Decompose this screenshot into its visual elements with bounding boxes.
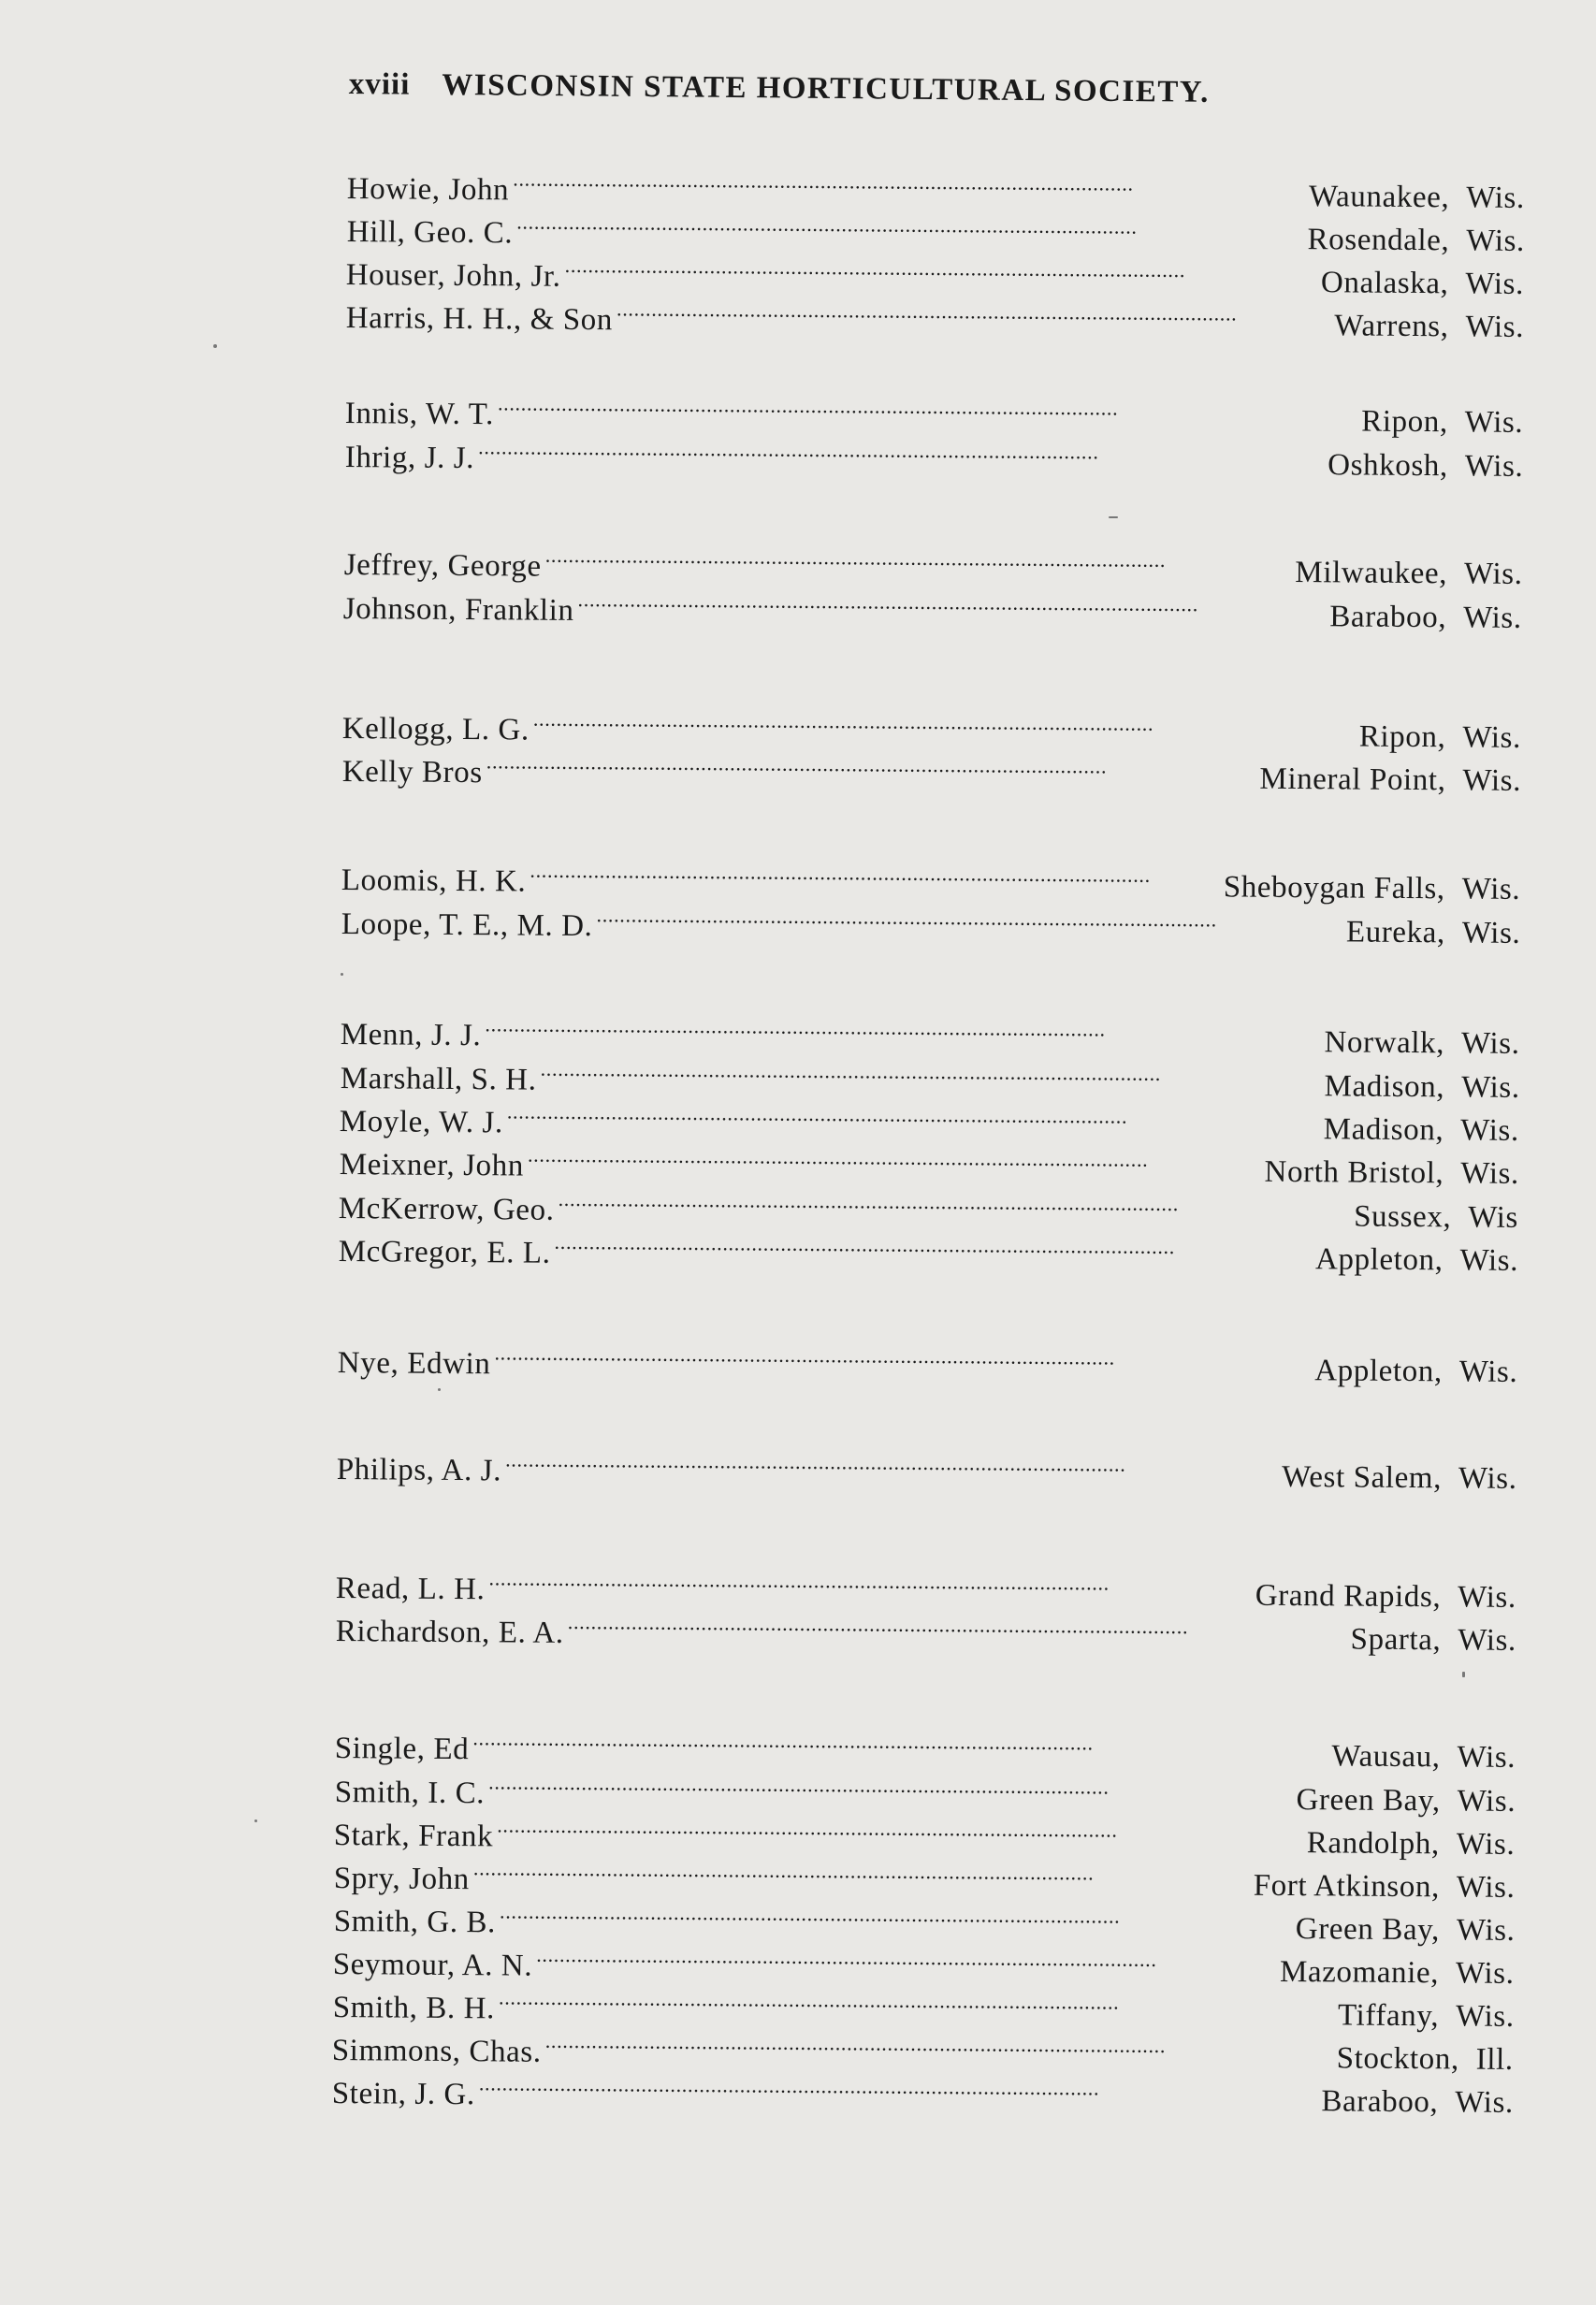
member-state: Wis. <box>1466 181 1525 215</box>
member-entry <box>344 435 1523 486</box>
member-state: Wis. <box>1458 1623 1516 1658</box>
member-name: Houser, John, Jr. <box>345 257 562 294</box>
member-name: Stein, J. G. <box>331 2076 476 2112</box>
print-speck <box>1109 516 1118 518</box>
dot-leader <box>499 1900 1291 1938</box>
member-entry <box>334 1770 1516 1820</box>
member-state: Wis. <box>1457 1784 1516 1819</box>
member-name: Simmons, Chas. <box>332 2033 543 2069</box>
member-town: Green Bay, <box>1295 1912 1440 1948</box>
print-speck <box>438 1388 441 1391</box>
member-name: Single, Ed <box>334 1731 470 1767</box>
member-state: Wis. <box>1463 601 1523 635</box>
dot-leader <box>495 1341 1312 1380</box>
member-name: Philips, A. J. <box>336 1452 502 1488</box>
dot-leader <box>533 708 1356 747</box>
dot-leader <box>489 1567 1253 1604</box>
dot-leader <box>473 1857 1250 1895</box>
member-state: Wis. <box>1465 224 1525 258</box>
member-town: Rosendale, <box>1307 223 1450 258</box>
member-state: Wis. <box>1459 1243 1519 1278</box>
member-town: Sussex, <box>1354 1199 1452 1235</box>
member-entry <box>335 1726 1516 1776</box>
member-town: Norwalk, <box>1324 1025 1445 1061</box>
member-entry <box>339 1186 1518 1237</box>
member-name: Seymour, A. N. <box>332 1947 533 1983</box>
member-state: Wis. <box>1457 1740 1516 1775</box>
print-speck <box>1462 1672 1465 1677</box>
member-town: Randolph, <box>1306 1826 1441 1862</box>
member-town: Ripon, <box>1361 404 1449 440</box>
member-town: Green Bay, <box>1296 1783 1441 1819</box>
member-state: Wis. <box>1461 916 1521 950</box>
member-state: Ill. <box>1476 2042 1515 2077</box>
dot-leader <box>505 1448 1279 1486</box>
member-name: Smith, B. H. <box>332 1990 495 2026</box>
dot-leader <box>568 1611 1347 1649</box>
member-state: Wis. <box>1456 1956 1515 1991</box>
member-town: Mazomanie, <box>1280 1954 1440 1991</box>
member-name: Johnson, Franklin <box>343 591 575 628</box>
print-speck <box>254 1819 257 1822</box>
member-town: Baraboo, <box>1321 2084 1439 2120</box>
member-name: Innis, W. T. <box>344 396 495 432</box>
member-town: Grand Rapids, <box>1255 1578 1442 1615</box>
member-town: Appleton, <box>1315 1242 1444 1278</box>
member-entry <box>336 1609 1516 1660</box>
dot-leader <box>530 860 1221 897</box>
dot-leader <box>499 1986 1334 2024</box>
page-title: WISCONSIN STATE HORTICULTURAL SOCIETY. <box>442 67 1211 109</box>
member-state: Wis. <box>1460 1113 1520 1148</box>
member-town: Oshkosh, <box>1327 448 1448 484</box>
dot-leader <box>545 2030 1333 2068</box>
member-entry <box>341 1012 1520 1063</box>
member-entry <box>334 1856 1516 1906</box>
member-town: Mineral Point, <box>1259 761 1446 798</box>
member-state: Wis. <box>1461 872 1521 906</box>
member-name: Richardson, E. A. <box>335 1614 564 1650</box>
member-name: Hill, Geo. C. <box>346 214 513 251</box>
member-entry <box>345 391 1524 442</box>
member-state: Wis. <box>1458 1461 1517 1496</box>
member-town: Onalaska, <box>1321 266 1449 301</box>
member-state: Wis. <box>1456 1870 1516 1905</box>
member-entry <box>338 1341 1518 1391</box>
member-state: Wis. <box>1456 1827 1516 1862</box>
member-state: Wis. <box>1455 1999 1515 2034</box>
member-state: Wis. <box>1455 2085 1515 2120</box>
print-speck <box>213 344 217 348</box>
member-state: Wis. <box>1460 1156 1519 1191</box>
member-name: McKerrow, Geo. <box>339 1191 556 1227</box>
dot-leader <box>488 1771 1293 1809</box>
member-town: Waunakee, <box>1308 180 1450 215</box>
print-speck <box>341 973 343 976</box>
member-entry <box>333 1942 1515 1993</box>
member-name: Stark, Frank <box>333 1818 494 1854</box>
member-entry <box>340 1142 1519 1193</box>
dot-leader <box>478 436 1324 474</box>
member-entry <box>332 2071 1514 2122</box>
dot-leader <box>497 1814 1303 1852</box>
member-name: Spry, John <box>333 1861 470 1897</box>
member-state: Wis. <box>1460 1026 1520 1061</box>
member-entry <box>342 749 1522 800</box>
dot-leader <box>485 1013 1320 1051</box>
member-name: Jeffrey, George <box>343 547 542 584</box>
member-town: Warrens, <box>1334 309 1449 344</box>
member-town: Ripon, <box>1359 719 1447 755</box>
dot-leader <box>479 2072 1318 2110</box>
member-town: Stockton, <box>1337 2041 1460 2077</box>
member-town: North Bristol, <box>1264 1154 1444 1191</box>
dot-leader <box>559 1188 1351 1226</box>
member-state: Wis. <box>1465 310 1525 344</box>
dot-leader <box>617 297 1331 335</box>
dot-leader <box>544 544 1291 582</box>
member-town: Fort Atkinson, <box>1253 1868 1440 1905</box>
member-name: Loomis, H. K. <box>341 863 527 899</box>
member-town: Sheboygan Falls, <box>1223 870 1446 906</box>
member-entry <box>341 902 1521 952</box>
member-name: Kellogg, L. G. <box>342 711 530 747</box>
member-entry <box>337 1447 1517 1498</box>
member-state: Wis. <box>1460 1070 1520 1105</box>
member-name: Menn, J. J. <box>340 1017 482 1053</box>
member-name: Moyle, W. J. <box>339 1104 504 1140</box>
member-entry <box>339 1229 1519 1280</box>
dot-leader <box>565 254 1318 292</box>
member-state: Wis. <box>1456 1913 1516 1948</box>
member-name: Harris, H. H., & Son <box>345 300 614 338</box>
member-name: Kelly Bros <box>341 754 483 790</box>
member-entry <box>342 706 1521 757</box>
dot-leader <box>507 1100 1320 1138</box>
member-town: Milwaukee, <box>1295 555 1448 591</box>
member-entry <box>332 1985 1514 2036</box>
member-town: West Salem, <box>1282 1459 1443 1496</box>
member-name: Smith, G. B. <box>333 1904 496 1940</box>
member-entry <box>346 253 1524 303</box>
member-name: Read, L. H. <box>335 1571 486 1607</box>
member-town: Wausau, <box>1331 1739 1441 1775</box>
page-number: xviii <box>348 67 411 102</box>
member-town: Madison, <box>1323 1112 1444 1148</box>
member-state: Wis. <box>1458 1355 1518 1389</box>
member-state: Wis <box>1468 1200 1519 1235</box>
member-entry <box>340 1056 1519 1107</box>
member-town: Baraboo, <box>1329 600 1447 635</box>
member-state: Wis. <box>1462 720 1522 755</box>
member-entry <box>346 296 1525 346</box>
member-state: Wis. <box>1464 405 1524 440</box>
member-state: Wis. <box>1465 267 1525 301</box>
member-entry <box>332 2028 1514 2079</box>
dot-leader <box>596 904 1342 941</box>
member-entry <box>346 210 1524 260</box>
dot-leader <box>498 392 1358 430</box>
dot-leader <box>578 588 1327 626</box>
member-entry <box>340 1099 1519 1150</box>
member-entry <box>341 858 1521 908</box>
member-entry <box>336 1566 1516 1616</box>
member-entry <box>333 1899 1515 1950</box>
member-entry <box>347 167 1525 217</box>
member-name: Marshall, S. H. <box>340 1061 537 1097</box>
dot-leader <box>528 1144 1261 1181</box>
member-town: Madison, <box>1324 1069 1444 1105</box>
member-entry <box>344 543 1523 593</box>
member-entry <box>343 587 1522 637</box>
member-entry <box>334 1813 1516 1863</box>
dot-leader <box>516 210 1304 249</box>
member-state: Wis. <box>1463 557 1523 591</box>
dot-leader <box>536 1944 1276 1981</box>
member-state: Wis. <box>1464 449 1524 484</box>
member-town: Eureka, <box>1345 915 1445 950</box>
member-name: Meixner, John <box>339 1147 524 1183</box>
member-town: Appleton, <box>1314 1354 1444 1389</box>
member-name: McGregor, E. L. <box>338 1234 551 1270</box>
member-state: Wis. <box>1462 763 1522 798</box>
member-name: Loope, T. E., M. D. <box>341 906 593 944</box>
member-name: Howie, John <box>346 171 510 208</box>
member-name: Nye, Edwin <box>337 1345 491 1382</box>
member-name: Smith, I. C. <box>334 1775 485 1811</box>
member-state: Wis. <box>1458 1580 1517 1615</box>
member-town: Sparta, <box>1350 1622 1442 1658</box>
dot-leader <box>555 1231 1313 1268</box>
dot-leader <box>486 750 1256 788</box>
dot-leader <box>472 1727 1328 1765</box>
dot-leader <box>513 167 1305 206</box>
dot-leader <box>540 1058 1320 1096</box>
member-town: Tiffany, <box>1337 1998 1440 2034</box>
member-name: Ihrig, J. J. <box>344 440 474 476</box>
